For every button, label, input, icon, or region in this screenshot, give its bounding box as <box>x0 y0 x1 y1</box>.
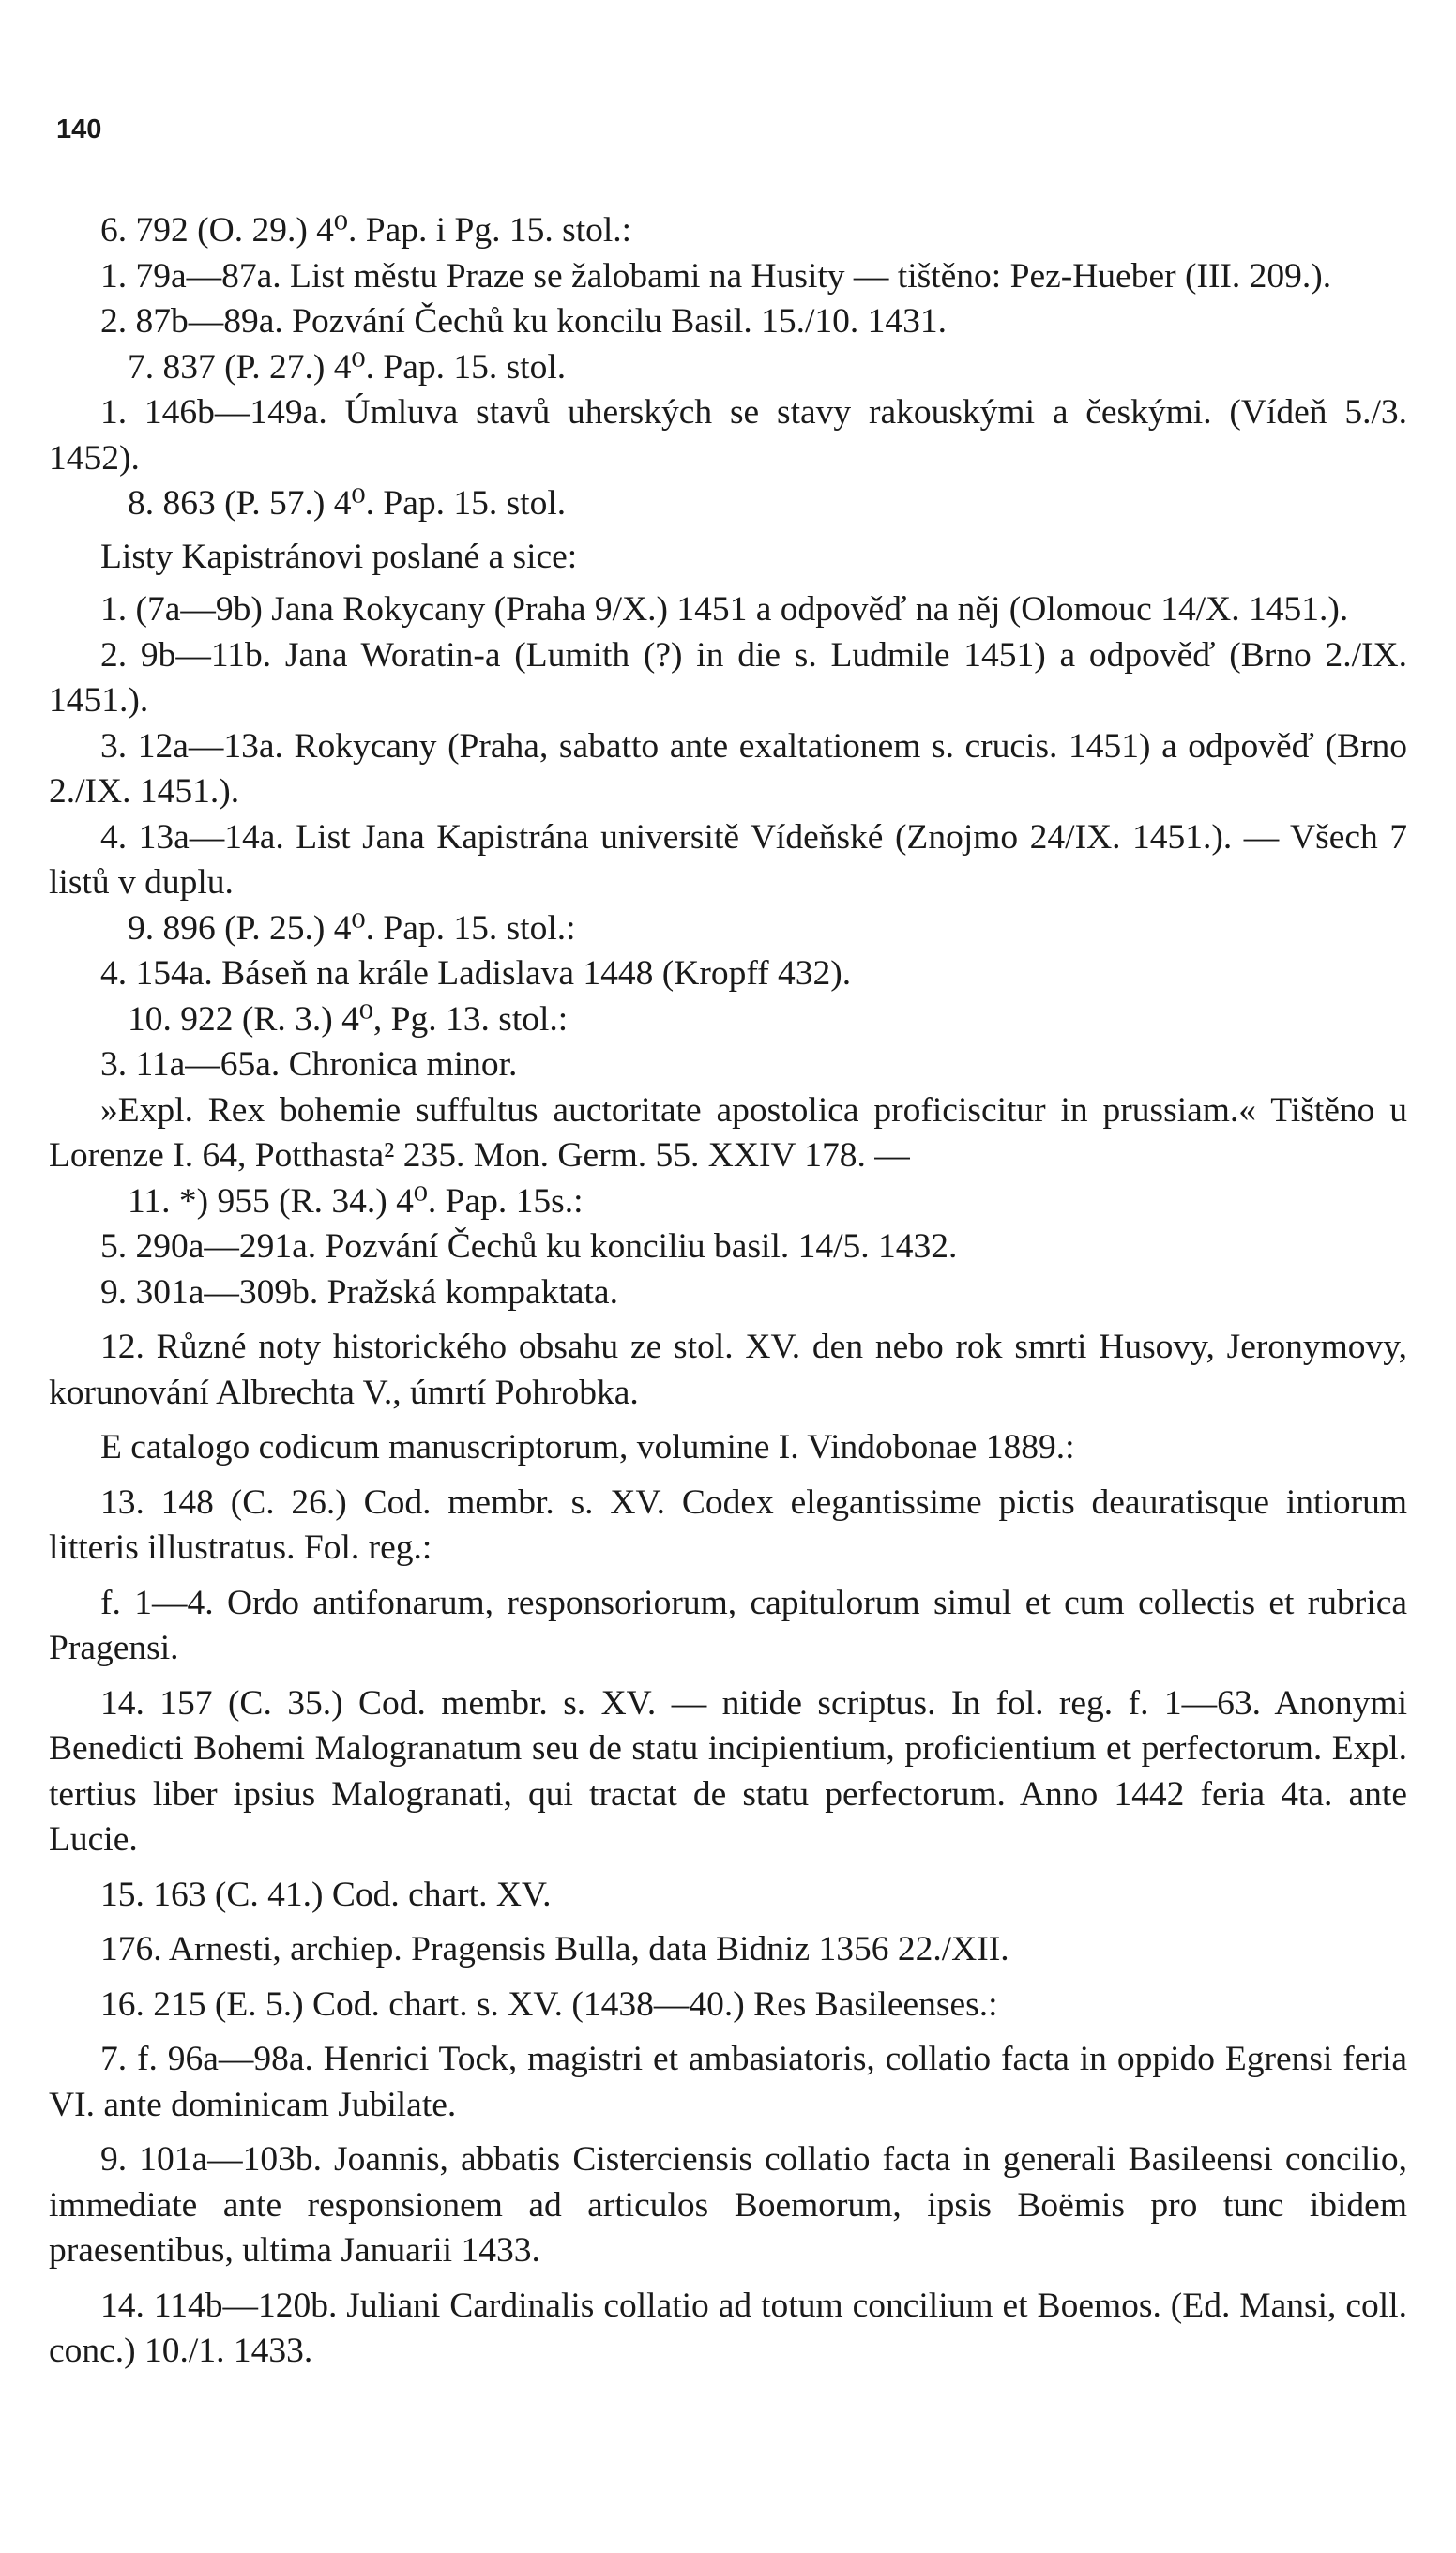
entry-item: 4. 13a—14a. List Jana Kapistrána universitě Vídeňské (Znojmo 24/IX. 1451.). — Všech 7 listů v duplu. <box>49 817 1407 902</box>
entry-heading: 14. 157 (C. 35.) Cod. membr. s. XV. — nitide scriptus. In fol. reg. f. 1—63. Anonymi Benedicti Bohemi Malogranatum seu de statu incipientium, proficientium et perfectorum. Expl. tertius liber ipsius Malogranati, qui tractat de statu perfectorum. Anno 1442 feria 4ta. ante Lucie. <box>49 1683 1407 1859</box>
entry-subheading: Listy Kapistránovi poslané a sice: <box>100 537 578 576</box>
entry-heading: 10. 922 (R. 3.) 4⁰, Pg. 13. stol.: <box>128 999 569 1039</box>
entry-item: »Expl. Rex bohemie suffultus auctoritate apostolica proficiscitur in prussiam.« Tištěno u Lorenze I. 64, Potthasta² 235. Mon. Germ. 55. XXIV 178. — <box>49 1090 1407 1175</box>
section-note: E catalogo codicum manuscriptorum, volumine I. Vindobonae 1889.: <box>100 1428 1075 1466</box>
entry-item: 1. 146b—149a. Úmluva stavů uherských se stavy rakouskými a českými. (Vídeň 5./3. 1452). <box>49 393 1407 478</box>
entry-item: 14. 114b—120b. Juliani Cardinalis collatio ad totum concilium et Boemos. (Ed. Mansi, coll. conc.) 10./1. 1433. <box>49 2286 1407 2370</box>
entry-heading: 8. 863 (P. 57.) 4⁰. Pap. 15. stol. <box>128 484 567 523</box>
entry-item: 2. 87b—89a. Pozvání Čechů ku koncilu Basil. 15./10. 1431. <box>100 302 947 341</box>
entry-item: 176. Arnesti, archiep. Pragensis Bulla, data Bidniz 1356 22./XII. <box>100 1930 1009 1968</box>
entry-heading: 16. 215 (E. 5.) Cod. chart. s. XV. (1438—40.) Res Basileenses.: <box>100 1984 998 2024</box>
entry-item: 3. 12a—13a. Rokycany (Praha, sabatto ante exaltationem s. crucis. 1451) a odpověď (Brno 2./IX. 1451.). <box>49 726 1407 811</box>
entry-heading: 15. 163 (C. 41.) Cod. chart. XV. <box>100 1875 552 1914</box>
entry-heading: 7. 837 (P. 27.) 4⁰. Pap. 15. stol. <box>128 347 567 387</box>
entry-heading: 12. Různé noty historického obsahu ze stol. XV. den nebo rok smrti Husovy, Jeronymovy, korunování Albrechta V., úmrtí Pohrobka. <box>49 1328 1407 1412</box>
entry-item: f. 1—4. Ordo antifonarum, responsoriorum, capitulorum simul et cum collectis et rubrica Pragensi. <box>49 1583 1407 1667</box>
page-number: 140 <box>56 114 102 144</box>
entry-item: 5. 290a—291a. Pozvání Čechů ku konciliu basil. 14/5. 1432. <box>100 1227 958 1266</box>
entry-heading: 9. 896 (P. 25.) 4⁰. Pap. 15. stol.: <box>128 908 576 948</box>
entry-item: 1. (7a—9b) Jana Rokycany (Praha 9/X.) 1451 a odpověď na něj (Olomouc 14/X. 1451.). <box>100 590 1349 629</box>
entry-heading: 6. 792 (O. 29.) 4⁰. Pap. i Pg. 15. stol.: <box>100 211 632 250</box>
entry-heading: 13. 148 (C. 26.) Cod. membr. s. XV. Codex elegantissime pictis deauratisque intiorum litteris illustratus. Fol. reg.: <box>49 1482 1407 1567</box>
catalog-text <box>49 208 1407 2375</box>
entry-heading: 11. *) 955 (R. 34.) 4⁰. Pap. 15s.: <box>128 1181 584 1221</box>
entry-item: 2. 9b—11b. Jana Woratin-a (Lumith (?) in die s. Ludmile 1451) a odpověď (Brno 2./IX. 1451.). <box>49 635 1407 720</box>
entry-item: 1. 79a—87a. List městu Praze se žalobami na Husity — tištěno: Pez-Hueber (III. 209.). <box>100 256 1332 296</box>
entry-item: 9. 301a—309b. Pražská kompaktata. <box>100 1272 618 1312</box>
entry-item: 7. f. 96a—98a. Henrici Tock, magistri et ambasiatoris, collatio facta in oppido Egrensi feria VI. ante dominicam Jubilate. <box>49 2040 1407 2124</box>
entry-item: 4. 154a. Báseň na krále Ladislava 1448 (Kropff 432). <box>100 954 852 993</box>
entry-item: 3. 11a—65a. Chronica minor. <box>100 1045 518 1084</box>
entry-item: 9. 101a—103b. Joannis, abbatis Cisterciensis collatio facta in generali Basileensi concilio, immediate ante responsionem ad articulos Boemorum, ipsis Boëmis pro tunc ibidem praesentibus, ultima Januarii 1433. <box>49 2140 1407 2270</box>
